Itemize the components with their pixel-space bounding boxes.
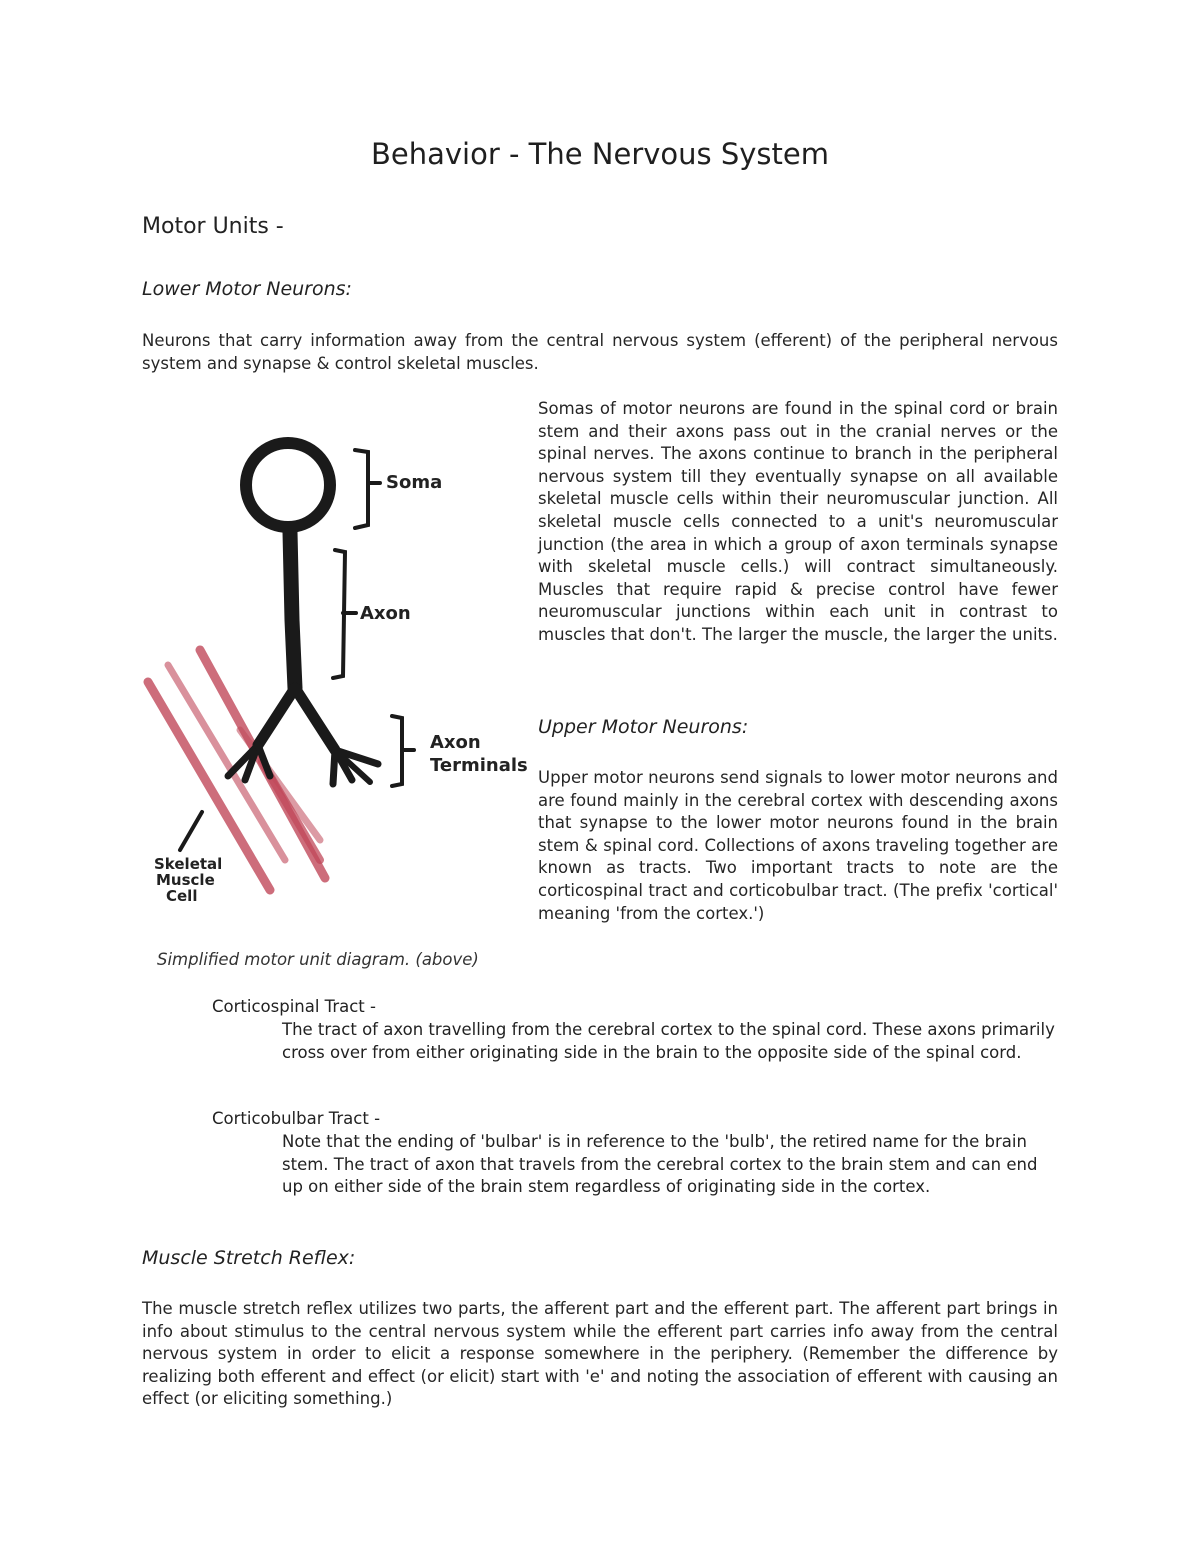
heading-muscle-stretch-reflex: Muscle Stretch Reflex: [142,1247,356,1269]
label-cell: Cell [166,887,198,905]
tract-name-corticospinal: Corticospinal Tract - [212,997,376,1016]
heading-upper-motor-neurons: Upper Motor Neurons: [538,716,749,738]
page-title: Behavior - The Nervous System [370,137,830,171]
lower-motor-neurons-intro: Neurons that carry information away from the central nervous system (efferent) of the peripheral nervous system and synapse & control skeletal muscles. [142,331,1058,373]
label-skeletal: Skeletal [154,855,223,873]
label-axon: Axon [360,603,411,624]
heading-lower-motor-neurons: Lower Motor Neurons: [142,278,352,300]
tract-name-corticobulbar: Corticobulbar Tract - [212,1109,381,1128]
label-axon-terminals-line2: Terminals [430,755,528,776]
motor-unit-diagram [130,420,530,920]
muscle-stretch-reflex-body: The muscle stretch reflex utilizes two parts, the afferent part and the efferent part. The afferent part brings in info about stimulus to the central nervous system while the efferent part carries info away from the central nervous system in order to elicit a response somewhere in the periphery. (Remember the difference by realizing both efferent and effect (or elicit) start with 'e' and noting the association of efferent with causing an effect (or eliciting something.) [142,1299,1058,1409]
lower-motor-neurons-body: Somas of motor neurons are found in the spinal cord or brain stem and their axons pass out in the cranial nerves or the spinal nerves. The axons continue to branch in the peripheral nervous system till they eventually synapse on all available skeletal muscle cells within their neuromuscular junction. All skeletal muscle cells connected to a unit's neuromuscular junction (the area in which a group of axon terminals synapse with skeletal muscle cells.) will contract simultaneously. Muscles that require rapid & precise control have fewer neuromuscular junctions within each unit in contrast to muscles that don't. The larger the muscle, the larger the units. [538,399,1058,644]
label-axon-terminals-line1: Axon [430,732,481,753]
tract-body-corticospinal: The tract of axon travelling from the cerebral cortex to the spinal cord. These axons primarily cross over from either originating side in the brain to the opposite side of the spinal cord. [282,1020,1055,1062]
axon-line [290,532,295,688]
soma-circle [246,443,330,527]
upper-motor-neurons-body: Upper motor neurons send signals to lower motor neurons and are found mainly in the cerebral cortex with descending axons that synapse to the lower motor neurons found in the brain stem & spinal cord. Collections of axons traveling together are known as tracts. Two important tracts to note are the corticospinal tract and corticobulbar tract. (The prefix 'cortical' meaning 'from the cortex.') [538,768,1058,923]
diagram-caption: Simplified motor unit diagram. (above) [157,950,479,969]
label-muscle: Muscle [156,871,215,889]
section-heading-motor-units: Motor Units - [142,214,284,239]
tract-body-corticobulbar: Note that the ending of 'bulbar' is in reference to the 'bulb', the retired name for the brain stem. The tract of axon that travels from the cerebral cortex to the brain stem and can end up on either side of the brain stem regardless of originating side in the cortex. [282,1132,1038,1197]
label-soma: Soma [386,472,443,493]
